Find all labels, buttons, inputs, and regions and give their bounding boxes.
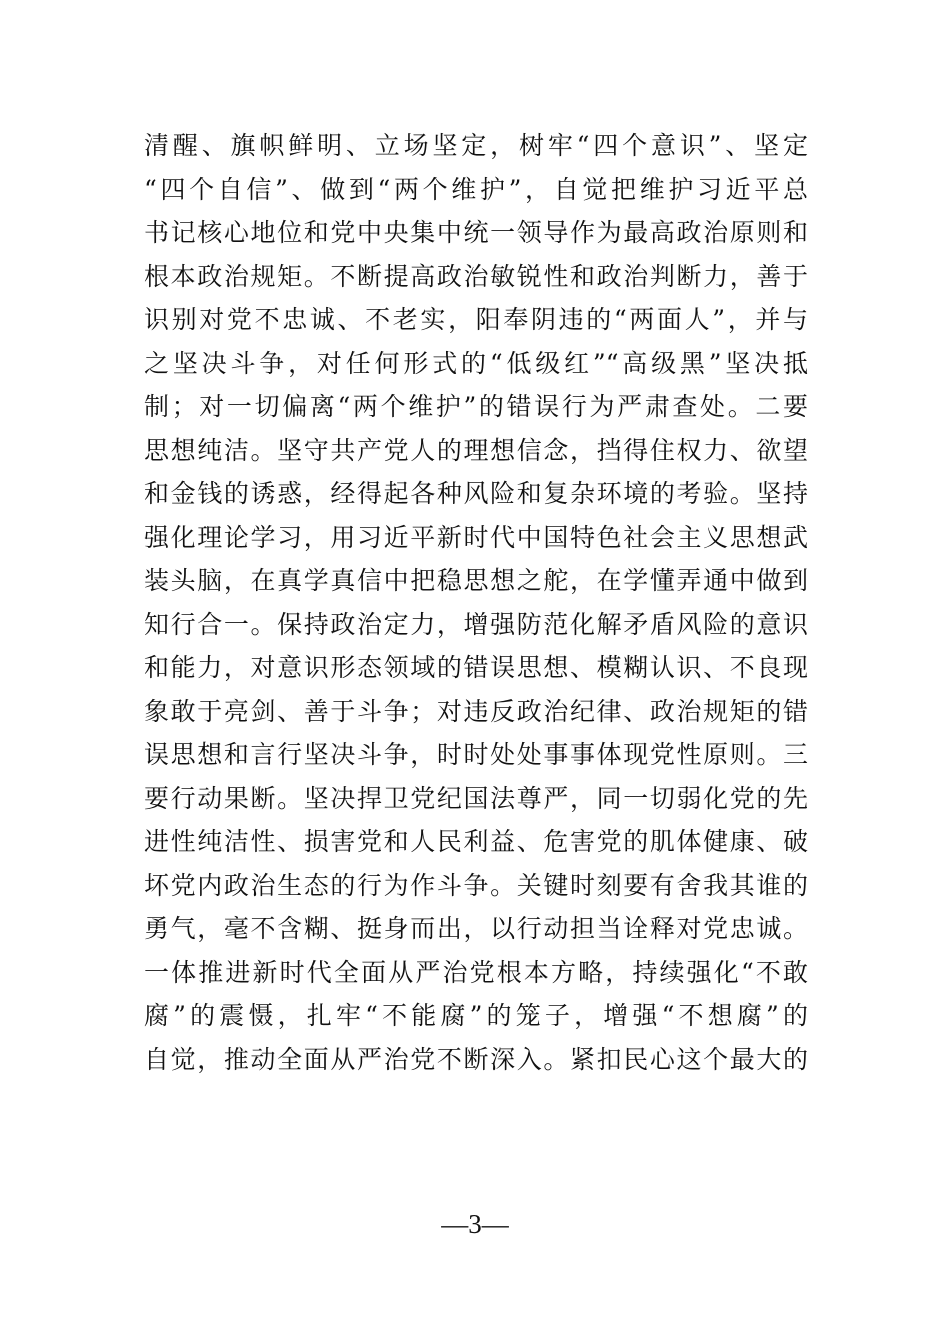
text-line-14: 象敢于亮剑、善于斗争；对违反政治纪律、政治规矩的错 <box>144 696 808 726</box>
text-line-15: 误思想和言行坚决斗争，时时处处事事体现党性原则。三 <box>144 740 808 769</box>
text-line-22: 自觉，推动全面从严治党不断深入。紧扣民心这个最大的 <box>144 1044 808 1074</box>
text-line-3: 书记核心地位和党中央集中统一领导作为最高政治原则和 <box>144 218 808 247</box>
text-line-20: 一体推进新时代全面从严治党根本方略，持续强化“不敢 <box>144 957 808 987</box>
body-text <box>144 124 808 1081</box>
text-line-21: 腐”的震慑，扎牢“不能腐”的笼子，增强“不想腐”的 <box>144 1001 808 1030</box>
text-line-18: 坏党内政治生态的行为作斗争。关键时刻要有舍我其谁的 <box>144 870 808 900</box>
text-line-17: 进性纯洁性、损害党和人民利益、危害党的肌体健康、破 <box>144 827 808 856</box>
page-number: —3— <box>441 1209 509 1239</box>
text-line-13: 和能力，对意识形态领域的错误思想、模糊认识、不良现 <box>144 653 808 682</box>
text-line-1: 清醒、旗帜鲜明、立场坚定，树牢“四个意识”、坚定 <box>144 131 808 160</box>
text-line-16: 要行动果断。坚决捍卫党纪国法尊严，同一切弱化党的先 <box>144 783 808 813</box>
text-line-2: “四个自信”、做到“两个维护”，自觉把维护习近平总 <box>144 174 808 204</box>
text-line-8: 思想纯洁。坚守共产党人的理想信念，挡得住权力、欲望 <box>144 435 808 465</box>
text-line-5: 识别对党不忠诚、不老实，阳奉阴违的“两面人”，并与 <box>144 305 808 334</box>
text-line-9: 和金钱的诱惑，经得起各种风险和复杂环境的考验。坚持 <box>144 479 808 508</box>
text-line-11: 装头脑，在真学真信中把稳思想之舵，在学懂弄通中做到 <box>144 566 808 595</box>
text-line-10: 强化理论学习，用习近平新时代中国特色社会主义思想武 <box>144 522 808 552</box>
text-line-6: 之坚决斗争，对任何形式的“低级红”“高级黑”坚决抵 <box>144 348 808 378</box>
text-line-4: 根本政治规矩。不断提高政治敏锐性和政治判断力，善于 <box>144 261 808 291</box>
text-line-12: 知行合一。保持政治定力，增强防范化解矛盾风险的意识 <box>144 609 808 639</box>
text-line-7: 制；对一切偏离“两个维护”的错误行为严肃查处。二要 <box>144 392 808 421</box>
text-line-19: 勇气，毫不含糊、挺身而出，以行动担当诠释对党忠诚。 <box>144 914 808 943</box>
